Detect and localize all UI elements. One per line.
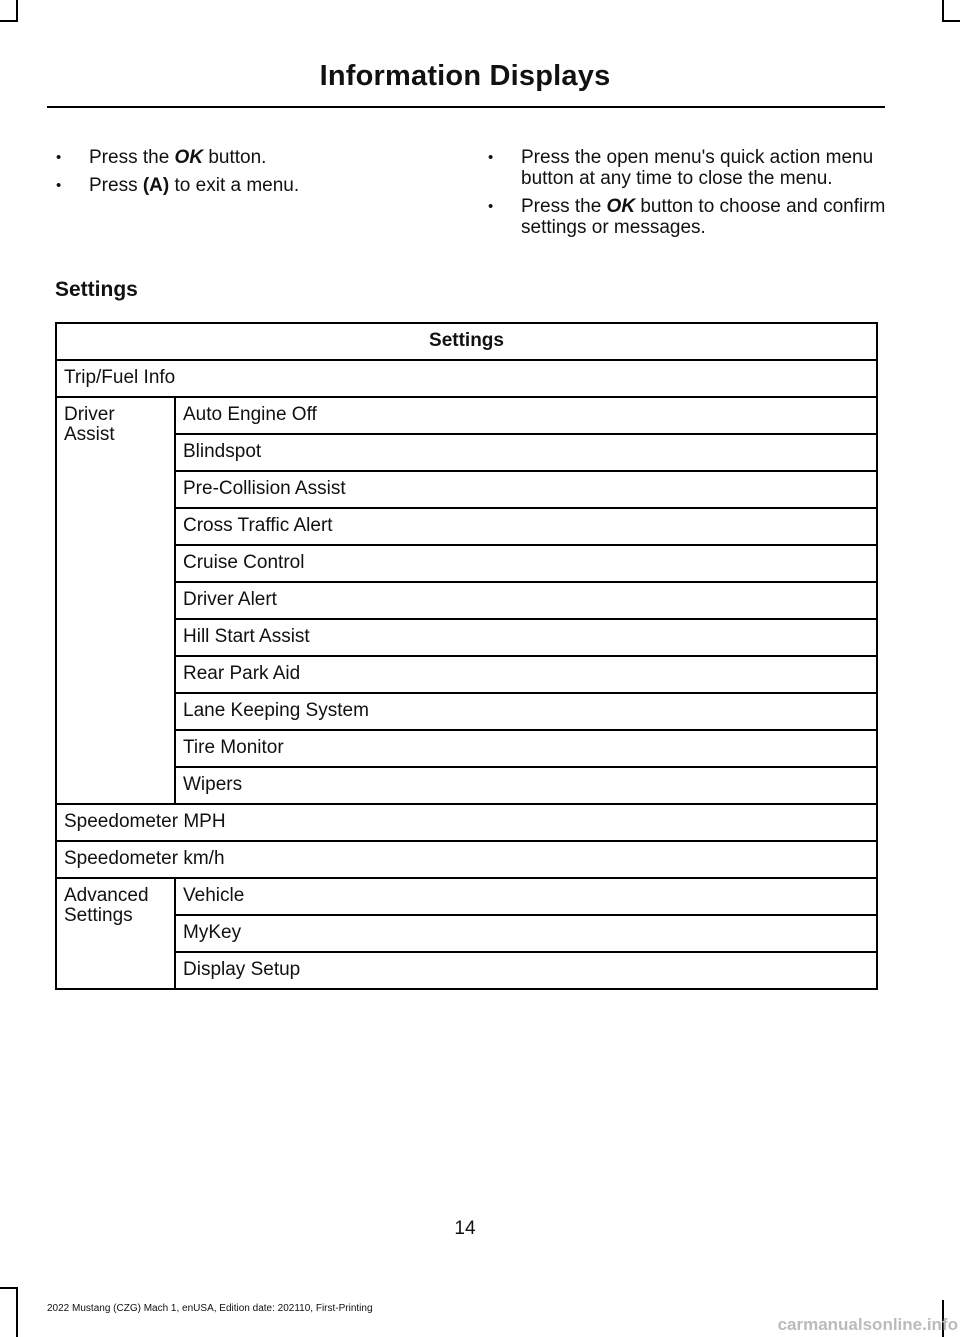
left-bullet-list xyxy=(56,147,416,203)
table-row xyxy=(56,915,877,952)
table-row xyxy=(56,360,877,397)
bullet-text: Press xyxy=(89,175,143,196)
crop-mark xyxy=(0,1287,18,1289)
page-title: Information Displays xyxy=(319,60,611,92)
bullet-icon: • xyxy=(488,198,494,215)
bullet-text: button. xyxy=(203,147,267,168)
crop-mark xyxy=(16,0,18,20)
table-row xyxy=(56,841,877,878)
group-label: Advanced Settings xyxy=(56,878,175,989)
bullet-icon: • xyxy=(488,149,494,166)
table-cell: Hill Start Assist xyxy=(175,619,877,656)
table-cell: Display Setup xyxy=(175,952,877,989)
page-number: 14 xyxy=(454,1218,476,1239)
table-row xyxy=(56,952,877,989)
crop-mark xyxy=(16,1287,18,1337)
list-item xyxy=(56,175,416,196)
table-row xyxy=(56,545,877,582)
table-row xyxy=(56,397,877,434)
table-header: Settings xyxy=(56,323,877,360)
table-cell: Tire Monitor xyxy=(175,730,877,767)
table-cell: Cross Traffic Alert xyxy=(175,508,877,545)
table-cell: Vehicle xyxy=(175,878,877,915)
table-cell: Blindspot xyxy=(175,434,877,471)
group-label: Driver Assist xyxy=(56,397,175,804)
table-row xyxy=(56,730,877,767)
right-bullet-list xyxy=(488,147,888,245)
section-heading: Settings xyxy=(55,278,138,301)
table-row xyxy=(56,693,877,730)
bullet-text: Press the xyxy=(521,196,607,217)
crop-mark xyxy=(942,20,960,22)
table-row xyxy=(56,471,877,508)
list-item xyxy=(56,147,416,168)
table-cell: Speedometer km/h xyxy=(56,841,877,878)
table-row xyxy=(56,619,877,656)
bullet-text: Press the xyxy=(89,147,175,168)
table-row xyxy=(56,582,877,619)
table-row xyxy=(56,434,877,471)
settings-table xyxy=(55,322,878,990)
crop-mark xyxy=(0,20,18,22)
table-cell: Trip/Fuel Info xyxy=(56,360,877,397)
bullet-text: button to choose and confirm settings or messages. xyxy=(521,196,886,238)
table-cell: Wipers xyxy=(175,767,877,804)
watermark: carmanualsonline.info xyxy=(777,1315,958,1334)
list-item xyxy=(488,147,888,189)
table-header-row xyxy=(56,323,877,360)
bullet-text: Press the open menu's quick action menu button at any time to close the menu. xyxy=(521,147,874,189)
a-button-label: (A) xyxy=(142,175,170,196)
table-cell: Cruise Control xyxy=(175,545,877,582)
title-rule xyxy=(47,106,885,108)
bullet-icon: • xyxy=(56,177,62,194)
table-row xyxy=(56,508,877,545)
table-cell: Driver Alert xyxy=(175,582,877,619)
bullet-icon: • xyxy=(56,149,62,166)
ok-button-label: OK xyxy=(174,147,204,168)
table-row xyxy=(56,656,877,693)
table-cell: Lane Keeping System xyxy=(175,693,877,730)
table-row xyxy=(56,804,877,841)
table-cell: MyKey xyxy=(175,915,877,952)
table-cell: Auto Engine Off xyxy=(175,397,877,434)
footer-edition: 2022 Mustang (CZG) Mach 1, enUSA, Edition date: 202110, First-Printing xyxy=(47,1303,373,1314)
ok-button-label: OK xyxy=(606,196,636,217)
table-row xyxy=(56,878,877,915)
table-cell: Pre-Collision Assist xyxy=(175,471,877,508)
list-item xyxy=(488,196,888,238)
table-row xyxy=(56,767,877,804)
bullet-text: to exit a menu. xyxy=(169,175,300,196)
table-cell: Rear Park Aid xyxy=(175,656,877,693)
crop-mark xyxy=(942,0,944,20)
table-cell: Speedometer MPH xyxy=(56,804,877,841)
